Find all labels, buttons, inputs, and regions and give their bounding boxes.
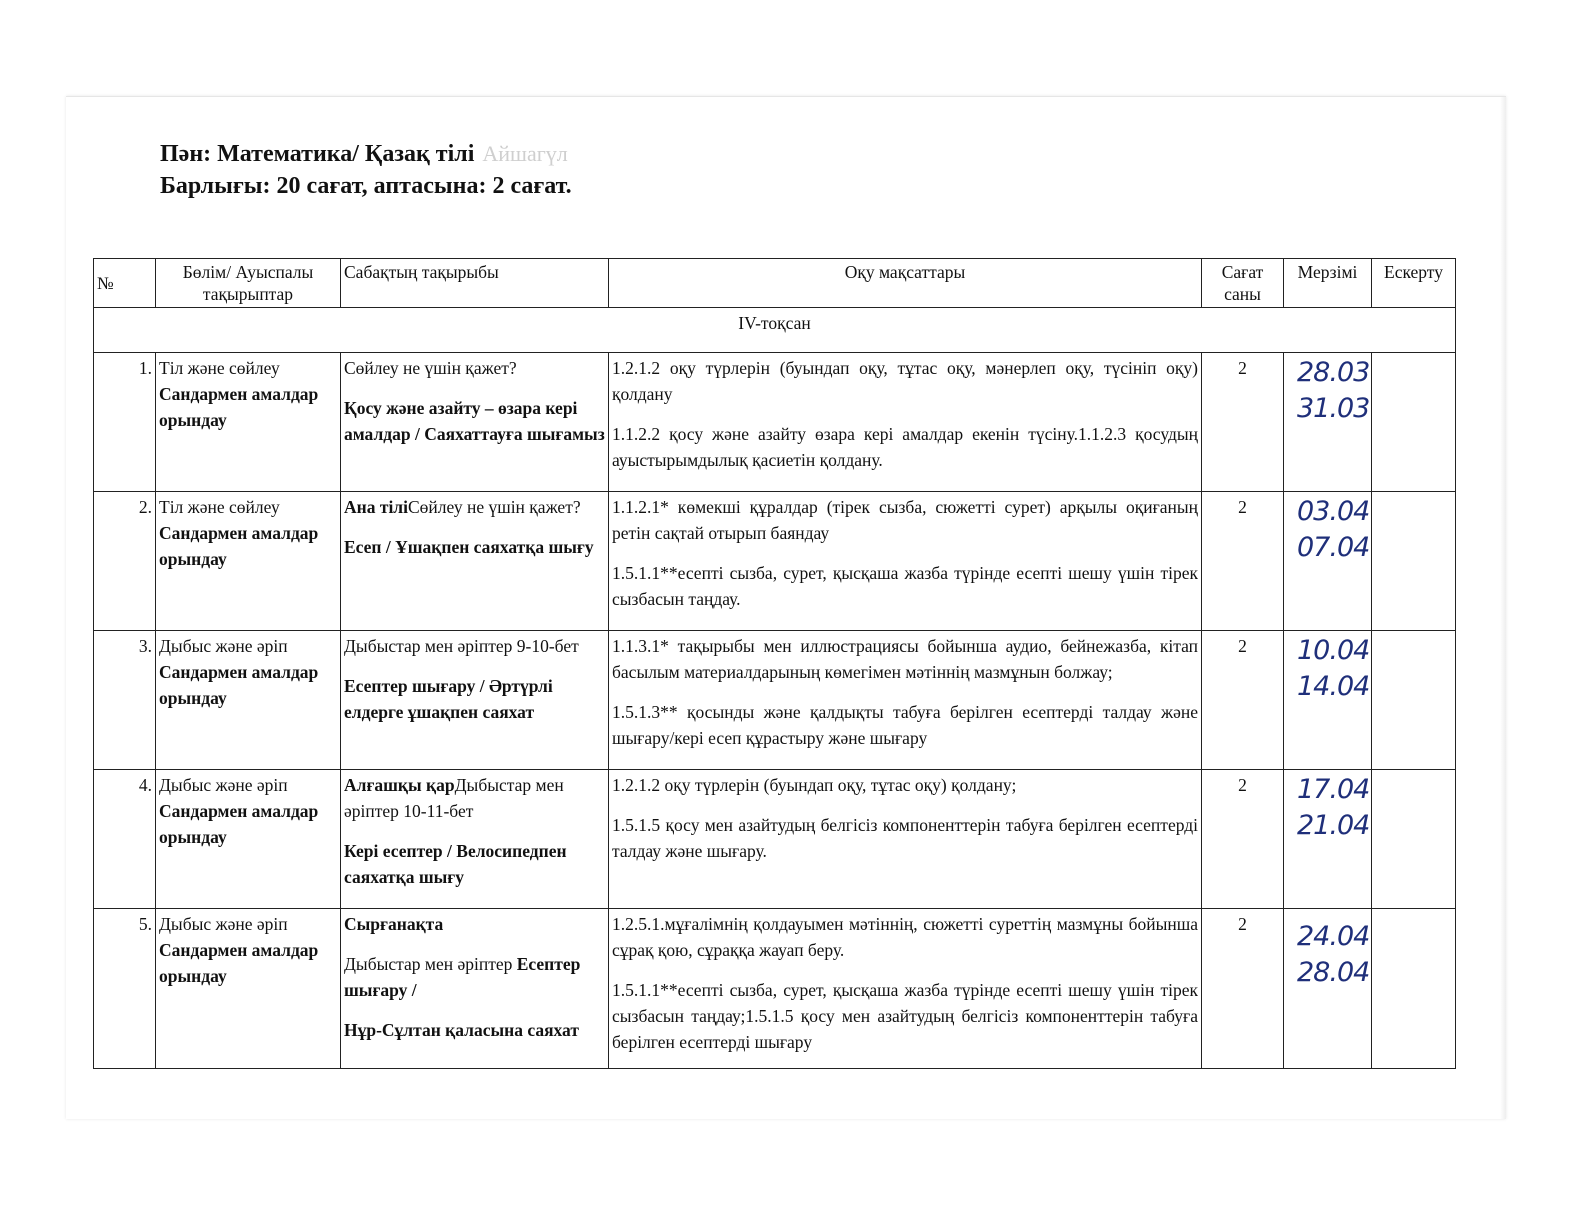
hours-cell: 2 [1202,631,1284,770]
section-cell [156,631,341,770]
notes-cell [1372,909,1456,1069]
dates-cell [1284,353,1372,492]
section-cell [156,353,341,492]
topic-bold-prefix: Сырғанақта [344,914,444,934]
topic-bold: Қосу және азайту – өзара кері амалдар / Саяхаттауға шығамыз [344,398,605,444]
dates-cell [1284,492,1372,631]
notes-cell [1372,492,1456,631]
topic-plain: Дыбыстар мен әріптер [344,954,517,974]
section-subtitle: Сандармен амалдар орындау [159,523,319,569]
document-header [160,138,572,202]
topic-bold-prefix: Алғашқы қар [344,775,455,795]
total-hours-line: Барлығы: 20 сағат, аптасына: 2 сағат. [160,173,572,199]
row-number: 3. [94,631,156,770]
section-cell [156,492,341,631]
topic-cell [341,631,609,770]
quarter-label: IV-тоқсан [94,308,1456,353]
handwritten-date: 24.04 [1297,921,1370,952]
col-hours-header: Сағат саны [1202,259,1284,308]
goals-cell [609,631,1202,770]
goal-text: 1.5.1.1**есепті сызба, сурет, қысқаша жазба түрінде есепті шешу үшін тірек сызбасын таңдау;1.5.1.5 қосу мен азайтудың белгісіз компоненттерін табуға берілген есептерді шығару [612,980,1198,1052]
goals-cell [609,492,1202,631]
goals-cell [609,353,1202,492]
goal-text: 1.5.1.1**есепті сызба, сурет, қысқаша жазба түрінде есепті шешу үшін тірек сызбасын таңдау. [612,563,1198,609]
topic-line [344,772,605,824]
section-subtitle: Сандармен амалдар орындау [159,801,319,847]
row-number: 5. [94,909,156,1069]
topic-line [344,951,605,1003]
hours-cell: 2 [1202,353,1284,492]
row-number: 1. [94,353,156,492]
notes-cell [1372,770,1456,909]
table-row [94,492,1456,631]
topic-bold: Есептер шығару / [344,954,581,1000]
section-cell [156,770,341,909]
section-name: Тіл және сөйлеу [159,497,280,517]
hours-cell: 2 [1202,909,1284,1069]
handwritten-date: 31.03 [1297,393,1370,424]
topic-cell [341,909,609,1069]
table-row [94,770,1456,909]
table-row [94,353,1456,492]
goals-cell [609,909,1202,1069]
row-number: 2. [94,492,156,631]
topic-cell [341,353,609,492]
dates-cell [1284,909,1372,1069]
topic-line: Сөйлеу не үшін қажет? [344,358,517,378]
section-subtitle: Сандармен амалдар орындау [159,384,319,430]
subject-line [160,138,572,170]
col-section-header: Бөлім/ Ауыспалы тақырыптар [156,259,341,308]
section-name: Дыбыс және әріп [159,636,288,656]
section-subtitle: Сандармен амалдар орындау [159,940,319,986]
handwritten-date: 17.04 [1297,774,1370,805]
hours-cell: 2 [1202,770,1284,909]
col-goals-header: Оқу мақсаттары [609,259,1202,308]
topic-plain: Сөйлеу не үшін қажет? [407,497,581,517]
handwritten-date: 28.03 [1297,357,1370,388]
dates-cell [1284,631,1372,770]
quarter-row [94,308,1456,353]
handwritten-date: 10.04 [1297,635,1370,666]
topic-line: Дыбыстар мен әріптер 9-10-бет [344,636,579,656]
hours-cell: 2 [1202,492,1284,631]
table-header-row [94,259,1456,308]
table-row [94,631,1456,770]
dates-cell [1284,770,1372,909]
goal-text: 1.1.2.1* көмекші құралдар (тірек сызба, сюжетті сурет) арқылы оқиғаның ретін сақтай отырып баяндау [612,497,1198,543]
handwritten-date: 28.04 [1297,957,1370,988]
topic-bold: Есеп / Ұшақпен саяхатқа шығу [344,537,594,557]
section-name: Дыбыс және әріп [159,775,288,795]
handwritten-date: 07.04 [1297,532,1370,563]
topic-line [344,494,605,520]
goal-text: 1.2.1.2 оқу түрлерін (буындап оқу, тұтас оқу) қолдану; [612,775,1017,795]
section-subtitle: Сандармен амалдар орындау [159,662,319,708]
col-dates-header: Мерзімі [1284,259,1372,308]
section-name: Тіл және сөйлеу [159,358,280,378]
topic-plain: Дыбыстар мен әріптер 10-11-бет [344,775,564,821]
goal-text: 1.1.2.2 қосу және азайту өзара кері амалдар екенін түсіну.1.1.2.3 қосудың ауыстырымдылық қасиетін қолдану. [612,424,1198,470]
notes-cell [1372,631,1456,770]
goal-text: 1.2.1.2 оқу түрлерін (буындап оқу, тұтас оқу, мәнерлеп оқу, түсініп оқу) қолдану [612,358,1198,404]
subject-title: Пән: Математика/ Қазақ тілі [160,141,475,167]
goal-text: 1.1.3.1* тақырыбы мен иллюстрациясы бойынша аудио, бейнежазба, кітап басылым материалдарының көмегімен мәтіннің мазмұнын болжау; [612,636,1198,682]
notes-cell [1372,353,1456,492]
goal-text: 1.5.1.5 қосу мен азайтудың белгісіз компоненттерін табуға берілген есептерді талдау және шығару. [612,815,1198,861]
topic-bold: Есептер шығару / Әртүрлі елдерге ұшақпен саяхат [344,676,553,722]
section-cell [156,909,341,1069]
goals-cell [609,770,1202,909]
handwritten-date: 21.04 [1297,810,1370,841]
lesson-plan-table [93,258,1456,1069]
handwritten-date: 14.04 [1297,671,1370,702]
paper-edge [1500,97,1506,1119]
row-number: 4. [94,770,156,909]
col-num-header: № [94,259,156,308]
faded-handwriting: Айшагүл [482,141,568,166]
col-notes-header: Ескерту [1372,259,1456,308]
topic-bold: Кері есептер / Велосипедпен саяхатқа шығу [344,841,567,887]
topic-cell [341,492,609,631]
table-row [94,909,1456,1069]
col-topic-header: Сабақтың тақырыбы [341,259,609,308]
handwritten-date: 03.04 [1297,496,1370,527]
section-name: Дыбыс және әріп [159,914,288,934]
topic-cell [341,770,609,909]
goal-text: 1.2.5.1.мұғалімнің қолдауымен мәтіннің, сюжетті суреттің мазмұны бойынша сұрақ қою, сұраққа жауап беру. [612,914,1198,960]
goal-text: 1.5.1.3** қосынды және қалдықты табуға берілген есептерді талдау және шығару/кері есеп құрастыру және шығару [612,702,1198,748]
topic-bold-tail: Нұр-Сұлтан қаласына саяхат [344,1020,579,1040]
topic-bold-prefix: Ана тілі [344,497,408,517]
